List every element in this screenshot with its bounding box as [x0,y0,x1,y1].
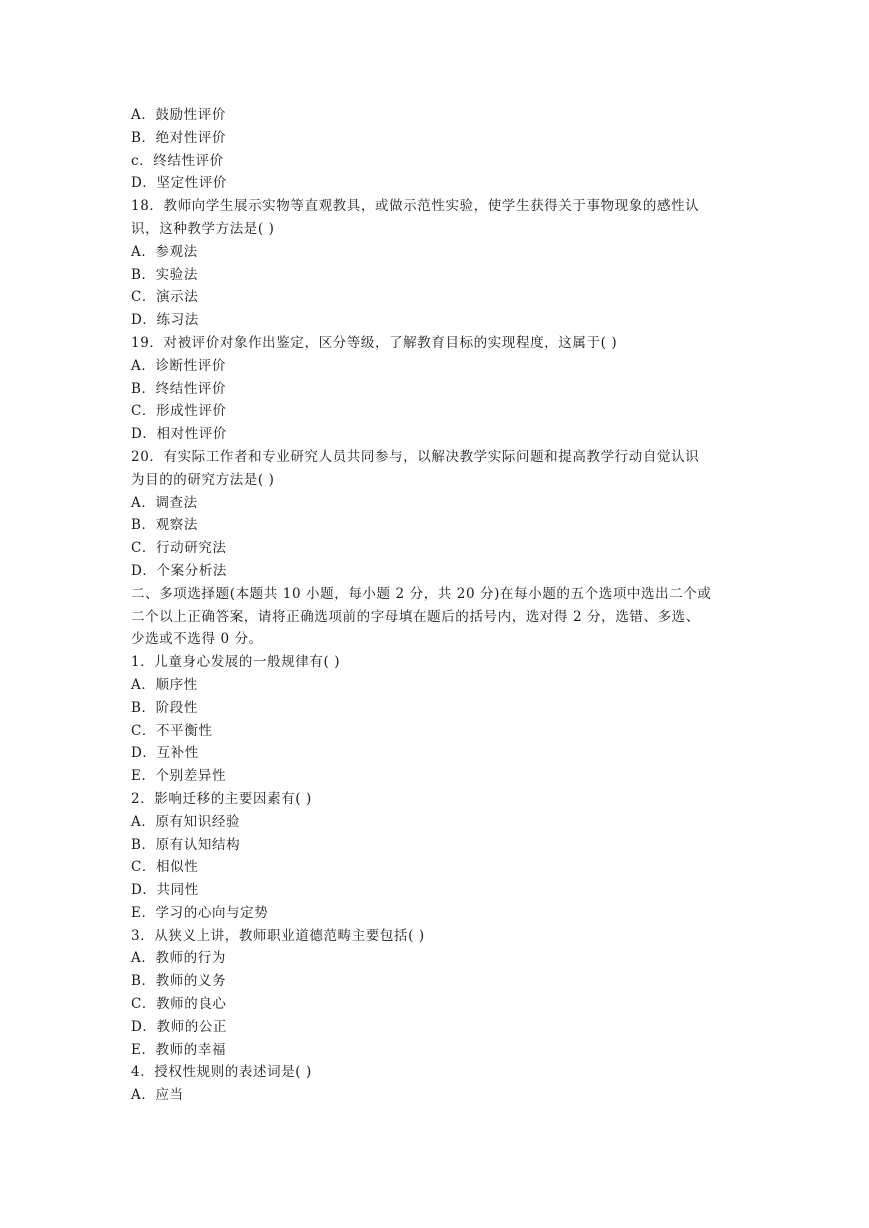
option-line: C．教师的良心 [131,996,227,1013]
option-line: B．原有认知结构 [131,836,241,853]
option-line: B．绝对性评价 [131,129,227,146]
option-line: A．原有知识经验 [131,813,241,830]
option-line: A．应当 [131,1087,184,1104]
exam-text-body [131,104,743,1107]
section-instructions: 少选或不选得 0 分。 [131,631,263,648]
option-line: D．练习法 [131,312,199,329]
option-line: C．行动研究法 [131,540,227,557]
question-18-continued: 识，这种教学方法是( ) [131,220,275,237]
option-line: B．教师的义务 [131,973,227,990]
option-line: C．演示法 [131,289,199,306]
option-line: C．不平衡性 [131,722,213,739]
option-line: E．个别差异性 [131,768,227,785]
question-mc-1: 1．儿童身心发展的一般规律有( ) [131,654,341,671]
option-line: B．终结性评价 [131,380,227,397]
option-line: D．个案分析法 [131,562,228,579]
option-line: D．相对性评价 [131,426,228,443]
question-mc-4: 4．授权性规则的表述词是( ) [131,1064,312,1081]
option-line: A．鼓励性评价 [131,107,226,123]
option-line: A．顺序性 [131,676,198,693]
question-mc-2: 2．影响迁移的主要因素有( ) [131,790,312,807]
question-mc-3: 3．从狭义上讲，教师职业道德范畴主要包括( ) [131,927,425,944]
option-line: D．坚定性评价 [131,175,228,192]
section-heading-multiple-choice: 二、多项选择题(本题共 10 小题，每小题 2 分，共 20 分)在每小题的五个选项中选出二个或 [131,585,712,602]
question-20-continued: 为目的的研究方法是( ) [131,471,275,488]
option-line: C．相似性 [131,859,199,876]
option-line: B．实验法 [131,266,198,283]
option-line: D．教师的公正 [131,1018,228,1035]
option-line: c．终结性评价 [131,152,224,169]
option-line: C．形成性评价 [131,403,227,420]
section-instructions: 二个以上正确答案，请将正确选项前的字母填在题后的括号内，选对得 2 分，选错、多选、 [131,608,700,625]
option-line: A．参观法 [131,243,198,260]
option-line: E．教师的幸福 [131,1041,227,1058]
option-line: B．阶段性 [131,699,198,716]
option-line: A．教师的行为 [131,950,226,967]
option-line: E．学习的心向与定势 [131,904,269,921]
question-20: 20．有实际工作者和专业研究人员共同参与，以解决教学实际问题和提高教学行动自觉认识 [131,448,700,465]
option-line: A．调查法 [131,494,198,511]
question-18: 18．教师向学生展示实物等直观教具，或做示范性实验，使学生获得关于事物现象的感性认 [131,198,700,215]
option-line: B．观察法 [131,517,198,534]
option-line: A．诊断性评价 [131,357,226,374]
question-19: 19．对被评价对象作出鉴定，区分等级，了解教育目标的实现程度，这属于( ) [131,334,618,351]
option-line: D．共同性 [131,882,199,899]
option-line: D．互补性 [131,745,199,762]
